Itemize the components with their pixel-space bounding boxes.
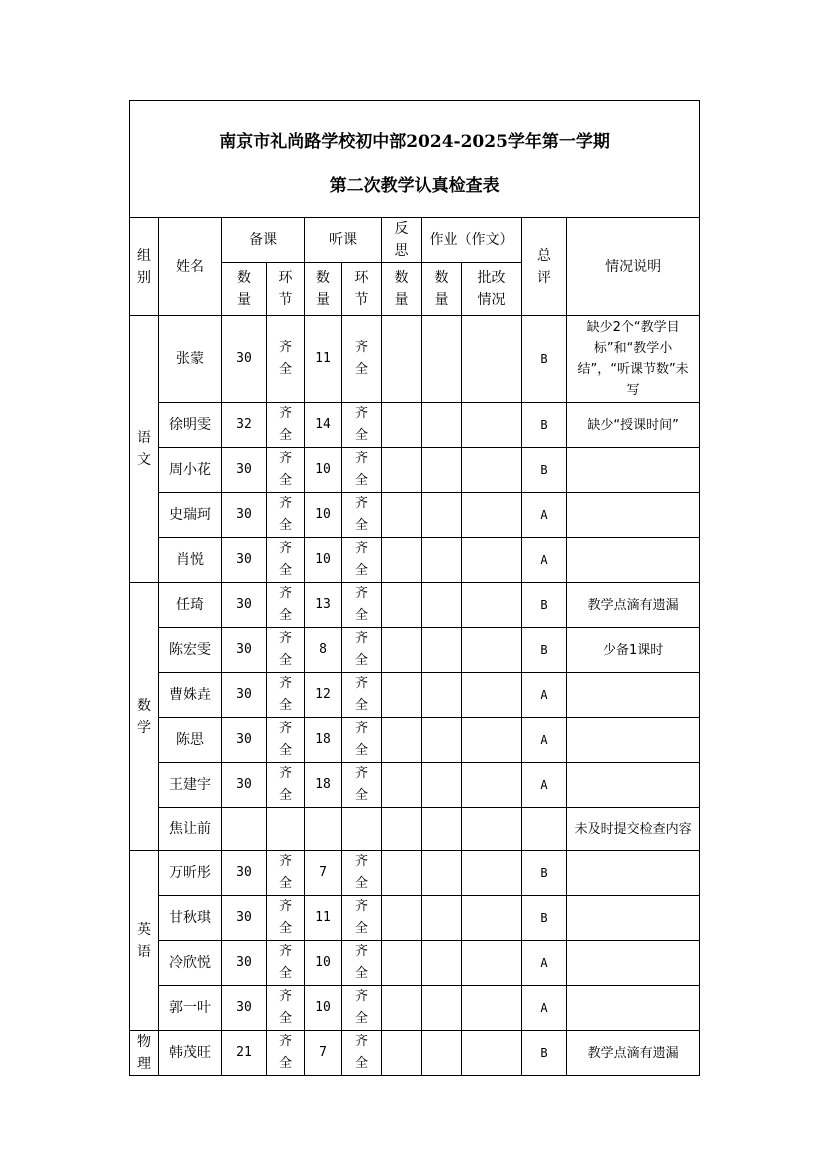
listen-steps: 齐全 bbox=[354, 541, 368, 578]
hw-count bbox=[422, 808, 462, 851]
teacher-name: 曹姝垚 bbox=[159, 673, 222, 718]
prep-steps-cell bbox=[267, 851, 305, 896]
table-row bbox=[130, 673, 700, 718]
hw-count bbox=[422, 986, 462, 1031]
table-row bbox=[130, 851, 700, 896]
table-row bbox=[130, 1031, 700, 1076]
reflect-count bbox=[382, 896, 422, 941]
note-cell bbox=[567, 941, 700, 986]
reflect-count bbox=[382, 538, 422, 583]
header-listen-steps: 环节 bbox=[342, 263, 382, 316]
prep-count: 30 bbox=[222, 538, 267, 583]
listen-steps: 齐全 bbox=[354, 854, 368, 891]
overall-grade: B bbox=[522, 896, 567, 941]
listen-steps-cell bbox=[342, 986, 382, 1031]
note-cell bbox=[567, 1031, 700, 1076]
prep-steps: 齐全 bbox=[278, 1034, 292, 1071]
listen-steps-cell bbox=[342, 583, 382, 628]
note: 未及时提交检查内容 bbox=[574, 821, 692, 837]
header-hw-correction: 批改情况 bbox=[462, 263, 522, 316]
reflect-count bbox=[382, 448, 422, 493]
prep-steps-cell bbox=[267, 718, 305, 763]
prep-count: 30 bbox=[222, 628, 267, 673]
listen-steps-cell bbox=[342, 896, 382, 941]
note-cell bbox=[567, 403, 700, 448]
listen-steps-cell bbox=[342, 538, 382, 583]
teacher-name: 肖悦 bbox=[159, 538, 222, 583]
prep-steps: 齐全 bbox=[278, 766, 292, 803]
listen-steps-cell bbox=[342, 448, 382, 493]
note-cell bbox=[567, 986, 700, 1031]
prep-steps: 齐全 bbox=[278, 676, 292, 713]
note-cell bbox=[567, 763, 700, 808]
prep-steps-cell bbox=[267, 448, 305, 493]
listen-count: 14 bbox=[305, 403, 342, 448]
hw-correction bbox=[462, 628, 522, 673]
reflect-count bbox=[382, 941, 422, 986]
teacher-name: 郭一叶 bbox=[159, 986, 222, 1031]
table-row bbox=[130, 941, 700, 986]
listen-steps: 齐全 bbox=[354, 451, 368, 488]
reflect-count bbox=[382, 1031, 422, 1076]
header-listen: 听课 bbox=[305, 218, 382, 263]
note-cell bbox=[567, 808, 700, 851]
prep-steps: 齐全 bbox=[278, 721, 292, 758]
listen-steps: 齐全 bbox=[354, 676, 368, 713]
header-listen-count: 数量 bbox=[305, 263, 342, 316]
note-cell bbox=[567, 538, 700, 583]
hw-count bbox=[422, 448, 462, 493]
teacher-name: 张蒙 bbox=[159, 316, 222, 403]
hw-correction bbox=[462, 851, 522, 896]
hw-count bbox=[422, 628, 462, 673]
reflect-count bbox=[382, 763, 422, 808]
listen-count: 18 bbox=[305, 718, 342, 763]
hw-correction bbox=[462, 673, 522, 718]
overall-grade: A bbox=[522, 763, 567, 808]
prep-steps-cell bbox=[267, 896, 305, 941]
prep-steps-cell bbox=[267, 538, 305, 583]
table-row bbox=[130, 808, 700, 851]
teacher-name: 陈宏雯 bbox=[159, 628, 222, 673]
listen-steps: 齐全 bbox=[354, 406, 368, 443]
prep-count: 30 bbox=[222, 493, 267, 538]
prep-count: 30 bbox=[222, 986, 267, 1031]
prep-count: 30 bbox=[222, 763, 267, 808]
hw-correction bbox=[462, 896, 522, 941]
listen-steps-cell bbox=[342, 718, 382, 763]
hw-correction bbox=[462, 316, 522, 403]
note: 少备1课时 bbox=[602, 642, 664, 658]
listen-count: 11 bbox=[305, 896, 342, 941]
listen-steps-cell bbox=[342, 673, 382, 718]
header-name: 姓名 bbox=[159, 218, 222, 316]
teacher-name: 任琦 bbox=[159, 583, 222, 628]
reflect-count bbox=[382, 316, 422, 403]
teacher-name: 甘秋琪 bbox=[159, 896, 222, 941]
listen-steps-cell bbox=[342, 403, 382, 448]
prep-steps-cell bbox=[267, 941, 305, 986]
overall-grade: B bbox=[522, 628, 567, 673]
header-hw-count: 数量 bbox=[422, 263, 462, 316]
hw-correction bbox=[462, 493, 522, 538]
overall-grade: A bbox=[522, 493, 567, 538]
hw-count bbox=[422, 493, 462, 538]
table-row bbox=[130, 628, 700, 673]
prep-steps-cell bbox=[267, 493, 305, 538]
listen-steps-cell bbox=[342, 851, 382, 896]
hw-correction bbox=[462, 986, 522, 1031]
hw-count bbox=[422, 403, 462, 448]
listen-count: 13 bbox=[305, 583, 342, 628]
hw-count bbox=[422, 538, 462, 583]
hw-count bbox=[422, 763, 462, 808]
inspection-table bbox=[129, 100, 700, 1076]
header-reflect: 反思 bbox=[382, 218, 422, 263]
listen-count: 8 bbox=[305, 628, 342, 673]
note-cell bbox=[567, 448, 700, 493]
prep-count: 30 bbox=[222, 718, 267, 763]
hw-correction bbox=[462, 448, 522, 493]
listen-steps-cell bbox=[342, 316, 382, 403]
table-row bbox=[130, 316, 700, 403]
note-cell bbox=[567, 628, 700, 673]
prep-steps-cell bbox=[267, 763, 305, 808]
hw-correction bbox=[462, 403, 522, 448]
header-notes: 情况说明 bbox=[567, 218, 700, 316]
table-row bbox=[130, 986, 700, 1031]
listen-steps: 齐全 bbox=[354, 1034, 368, 1071]
hw-correction bbox=[462, 1031, 522, 1076]
listen-steps: 齐全 bbox=[354, 631, 368, 668]
header-homework: 作业（作文） bbox=[422, 218, 522, 263]
hw-count bbox=[422, 316, 462, 403]
note-cell bbox=[567, 583, 700, 628]
group-cell bbox=[130, 1031, 159, 1076]
hw-correction bbox=[462, 583, 522, 628]
prep-steps-cell bbox=[267, 986, 305, 1031]
listen-steps: 齐全 bbox=[354, 989, 368, 1026]
header-group: 组别 bbox=[130, 218, 159, 316]
prep-count bbox=[222, 808, 267, 851]
document-subtitle: 第二次教学认真检查表 bbox=[329, 176, 500, 196]
listen-count: 10 bbox=[305, 986, 342, 1031]
hw-correction bbox=[462, 538, 522, 583]
table-row bbox=[130, 583, 700, 628]
hw-count bbox=[422, 583, 462, 628]
overall-grade: B bbox=[522, 448, 567, 493]
prep-steps: 齐全 bbox=[278, 340, 292, 377]
prep-steps-cell bbox=[267, 808, 305, 851]
note: 缺少“授课时间” bbox=[587, 417, 679, 433]
note: 缺少2个“教学目标”和“教学小结”，“听课节数”未写 bbox=[577, 320, 689, 398]
reflect-count bbox=[382, 583, 422, 628]
hw-correction bbox=[462, 941, 522, 986]
prep-steps: 齐全 bbox=[278, 586, 292, 623]
title-cell bbox=[130, 101, 700, 218]
prep-steps-cell bbox=[267, 316, 305, 403]
overall-grade: A bbox=[522, 718, 567, 763]
hw-count bbox=[422, 896, 462, 941]
prep-count: 30 bbox=[222, 583, 267, 628]
overall-grade: B bbox=[522, 316, 567, 403]
teacher-name: 徐明雯 bbox=[159, 403, 222, 448]
overall-grade: B bbox=[522, 1031, 567, 1076]
prep-steps-cell bbox=[267, 628, 305, 673]
header-reflect-count: 数量 bbox=[382, 263, 422, 316]
teacher-name: 冷欣悦 bbox=[159, 941, 222, 986]
prep-steps-cell bbox=[267, 583, 305, 628]
teacher-name: 王建宇 bbox=[159, 763, 222, 808]
hw-count bbox=[422, 1031, 462, 1076]
reflect-count bbox=[382, 673, 422, 718]
teacher-name: 韩茂旺 bbox=[159, 1031, 222, 1076]
prep-steps: 齐全 bbox=[278, 989, 292, 1026]
listen-steps: 齐全 bbox=[354, 721, 368, 758]
prep-count: 30 bbox=[222, 851, 267, 896]
prep-steps-cell bbox=[267, 673, 305, 718]
prep-count: 32 bbox=[222, 403, 267, 448]
listen-steps-cell bbox=[342, 493, 382, 538]
teacher-name: 史瑞珂 bbox=[159, 493, 222, 538]
listen-count: 11 bbox=[305, 316, 342, 403]
prep-count: 21 bbox=[222, 1031, 267, 1076]
reflect-count bbox=[382, 628, 422, 673]
prep-count: 30 bbox=[222, 673, 267, 718]
overall-grade: A bbox=[522, 673, 567, 718]
overall-grade: B bbox=[522, 583, 567, 628]
overall-grade: A bbox=[522, 941, 567, 986]
reflect-count bbox=[382, 493, 422, 538]
teacher-name: 万昕彤 bbox=[159, 851, 222, 896]
prep-count: 30 bbox=[222, 316, 267, 403]
listen-steps-cell bbox=[342, 628, 382, 673]
table-row bbox=[130, 718, 700, 763]
listen-steps: 齐全 bbox=[354, 944, 368, 981]
prep-steps: 齐全 bbox=[278, 541, 292, 578]
note-cell bbox=[567, 896, 700, 941]
table-row bbox=[130, 448, 700, 493]
note: 教学点滴有遗漏 bbox=[587, 1045, 679, 1061]
hw-count bbox=[422, 718, 462, 763]
listen-count: 7 bbox=[305, 1031, 342, 1076]
group-cell bbox=[130, 583, 159, 851]
prep-count: 30 bbox=[222, 896, 267, 941]
listen-count: 10 bbox=[305, 448, 342, 493]
listen-count bbox=[305, 808, 342, 851]
listen-count: 10 bbox=[305, 538, 342, 583]
group-label: 物理 bbox=[137, 1034, 151, 1072]
listen-steps-cell bbox=[342, 1031, 382, 1076]
note-cell bbox=[567, 673, 700, 718]
header-prep: 备课 bbox=[222, 218, 305, 263]
listen-steps-cell bbox=[342, 808, 382, 851]
header-overall: 总评 bbox=[522, 218, 567, 316]
document-title: 南京市礼尚路学校初中部2024-2025学年第一学期 bbox=[219, 132, 610, 152]
hw-count bbox=[422, 851, 462, 896]
listen-steps: 齐全 bbox=[354, 766, 368, 803]
table-row bbox=[130, 403, 700, 448]
table-row bbox=[130, 538, 700, 583]
listen-steps: 齐全 bbox=[354, 899, 368, 936]
listen-count: 18 bbox=[305, 763, 342, 808]
group-cell bbox=[130, 316, 159, 583]
listen-count: 7 bbox=[305, 851, 342, 896]
overall-grade: B bbox=[522, 851, 567, 896]
group-label: 数学 bbox=[137, 697, 151, 736]
reflect-count bbox=[382, 718, 422, 763]
hw-correction bbox=[462, 718, 522, 763]
hw-correction bbox=[462, 808, 522, 851]
prep-steps-cell bbox=[267, 403, 305, 448]
prep-count: 30 bbox=[222, 941, 267, 986]
listen-steps: 齐全 bbox=[354, 496, 368, 533]
document-page bbox=[129, 100, 699, 1076]
group-label: 语文 bbox=[137, 430, 151, 468]
reflect-count bbox=[382, 851, 422, 896]
prep-count: 30 bbox=[222, 448, 267, 493]
listen-steps-cell bbox=[342, 941, 382, 986]
header-prep-count: 数量 bbox=[222, 263, 267, 316]
overall-grade: A bbox=[522, 986, 567, 1031]
header-prep-steps: 环节 bbox=[267, 263, 305, 316]
prep-steps: 齐全 bbox=[278, 944, 292, 981]
listen-steps: 齐全 bbox=[354, 340, 368, 377]
teacher-name: 焦让前 bbox=[159, 808, 222, 851]
prep-steps: 齐全 bbox=[278, 496, 292, 533]
prep-steps: 齐全 bbox=[278, 854, 292, 891]
listen-steps: 齐全 bbox=[354, 586, 368, 623]
teacher-name: 陈思 bbox=[159, 718, 222, 763]
note-cell bbox=[567, 493, 700, 538]
prep-steps-cell bbox=[267, 1031, 305, 1076]
table-row bbox=[130, 493, 700, 538]
note-cell bbox=[567, 316, 700, 403]
reflect-count bbox=[382, 403, 422, 448]
reflect-count bbox=[382, 986, 422, 1031]
note-cell bbox=[567, 718, 700, 763]
group-label: 英语 bbox=[137, 921, 151, 960]
reflect-count bbox=[382, 808, 422, 851]
group-cell bbox=[130, 851, 159, 1031]
table-row bbox=[130, 763, 700, 808]
hw-count bbox=[422, 673, 462, 718]
prep-steps: 齐全 bbox=[278, 899, 292, 936]
overall-grade: B bbox=[522, 403, 567, 448]
hw-count bbox=[422, 941, 462, 986]
hw-correction bbox=[462, 763, 522, 808]
note: 教学点滴有遗漏 bbox=[587, 597, 679, 613]
prep-steps: 齐全 bbox=[278, 451, 292, 488]
teacher-name: 周小花 bbox=[159, 448, 222, 493]
listen-count: 10 bbox=[305, 941, 342, 986]
listen-steps-cell bbox=[342, 763, 382, 808]
overall-grade: A bbox=[522, 538, 567, 583]
listen-count: 12 bbox=[305, 673, 342, 718]
overall-grade bbox=[522, 808, 567, 851]
prep-steps: 齐全 bbox=[278, 631, 292, 668]
listen-count: 10 bbox=[305, 493, 342, 538]
note-cell bbox=[567, 851, 700, 896]
table-row bbox=[130, 896, 700, 941]
prep-steps: 齐全 bbox=[278, 406, 292, 443]
